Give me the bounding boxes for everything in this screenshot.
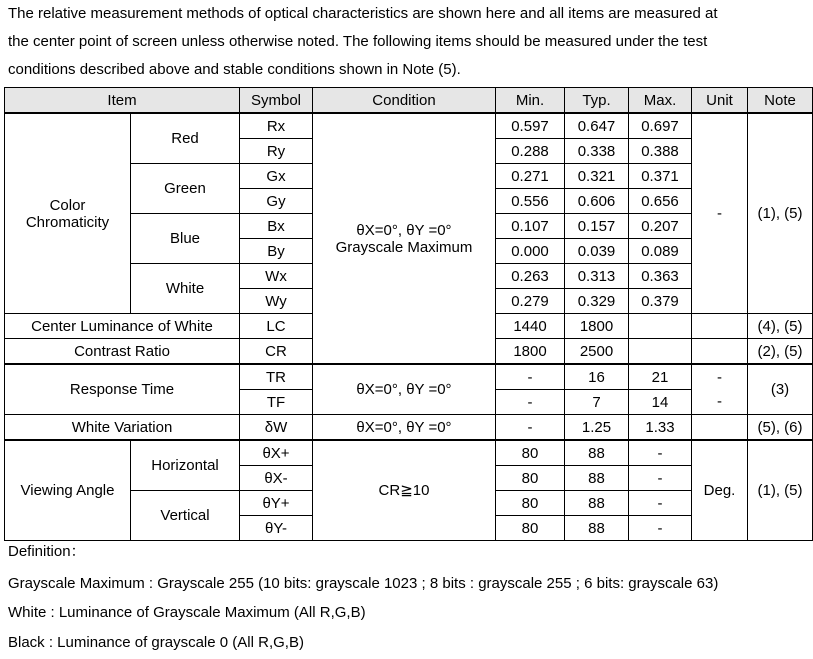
group-green: Green — [131, 164, 240, 214]
typ-cell: 0.321 — [565, 164, 629, 189]
max-cell: 14 — [629, 390, 692, 415]
max-cell — [629, 339, 692, 365]
header-min: Min. — [496, 88, 565, 114]
table-row — [5, 440, 813, 466]
typ-cell: 16 — [565, 364, 629, 390]
condition-line-1: θX=0°, θY =0° — [356, 221, 452, 239]
max-cell: - — [629, 491, 692, 516]
min-cell: 0.107 — [496, 214, 565, 239]
item-luminance: Center Luminance of White — [5, 314, 240, 339]
condition-line-2: Grayscale Maximum — [335, 238, 473, 256]
min-cell: 1440 — [496, 314, 565, 339]
min-cell: 0.279 — [496, 289, 565, 314]
item-response-time: Response Time — [5, 364, 240, 415]
max-cell: 0.363 — [629, 264, 692, 289]
min-cell: 1800 — [496, 339, 565, 365]
symbol-cell: TR — [240, 364, 313, 390]
table-row — [5, 113, 813, 139]
header-max: Max. — [629, 88, 692, 114]
definition-heading: Definition： — [8, 543, 86, 560]
definition-white: White : Luminance of Grayscale Maximum (All R,G,B) — [8, 604, 366, 621]
typ-cell: 1.25 — [565, 415, 629, 441]
group-blue: Blue — [131, 214, 240, 264]
note-chromaticity: (1), (5) — [748, 113, 813, 314]
item-contrast: Contrast Ratio — [5, 339, 240, 365]
note-response: (3) — [748, 364, 813, 415]
max-cell: 1.33 — [629, 415, 692, 441]
group-horizontal: Horizontal — [131, 440, 240, 491]
note-cell: (4), (5) — [748, 314, 813, 339]
table-row — [5, 364, 813, 390]
symbol-cell: δW — [240, 415, 313, 441]
max-cell: 0.379 — [629, 289, 692, 314]
group-vertical: Vertical — [131, 491, 240, 541]
unit-cell: - — [692, 390, 748, 415]
max-cell — [629, 314, 692, 339]
unit-viewing: Deg. — [692, 440, 748, 541]
note-cell: (2), (5) — [748, 339, 813, 365]
typ-cell: 88 — [565, 466, 629, 491]
condition-response: θX=0°, θY =0° — [313, 364, 496, 415]
header-item: Item — [5, 88, 240, 114]
symbol-cell: θX+ — [240, 440, 313, 466]
intro-line-3: conditions described above and stable conditions shown in Note (5). — [8, 61, 461, 78]
typ-cell: 0.313 — [565, 264, 629, 289]
typ-cell: 88 — [565, 516, 629, 541]
max-cell: - — [629, 440, 692, 466]
typ-cell: 0.329 — [565, 289, 629, 314]
header-row — [5, 88, 813, 114]
min-cell: 0.556 — [496, 189, 565, 214]
header-condition: Condition — [313, 88, 496, 114]
typ-cell: 0.039 — [565, 239, 629, 264]
typ-cell: 0.338 — [565, 139, 629, 164]
max-cell: 0.388 — [629, 139, 692, 164]
table-row — [5, 415, 813, 441]
typ-cell: 88 — [565, 491, 629, 516]
header-unit: Unit — [692, 88, 748, 114]
symbol-cell: Gx — [240, 164, 313, 189]
max-cell: 0.207 — [629, 214, 692, 239]
min-cell: 0.000 — [496, 239, 565, 264]
symbol-cell: θY- — [240, 516, 313, 541]
item-color-chromaticity: Color Chromaticity — [5, 113, 131, 314]
symbol-cell: TF — [240, 390, 313, 415]
max-cell: - — [629, 466, 692, 491]
optical-characteristics-table — [4, 87, 813, 541]
min-cell: 80 — [496, 440, 565, 466]
symbol-cell: Bx — [240, 214, 313, 239]
intro-line-1: The relative measurement methods of optical characteristics are shown here and all items are measured at — [8, 5, 718, 22]
typ-cell: 1800 — [565, 314, 629, 339]
group-white: White — [131, 264, 240, 314]
symbol-cell: θY+ — [240, 491, 313, 516]
max-cell: 0.656 — [629, 189, 692, 214]
typ-cell: 0.157 — [565, 214, 629, 239]
symbol-cell: θX- — [240, 466, 313, 491]
header-symbol: Symbol — [240, 88, 313, 114]
unit-cell — [692, 339, 748, 365]
unit-cell — [692, 415, 748, 441]
symbol-cell: LC — [240, 314, 313, 339]
group-red: Red — [131, 113, 240, 164]
definition-black: Black : Luminance of grayscale 0 (All R,G,B) — [8, 634, 304, 651]
typ-cell: 0.606 — [565, 189, 629, 214]
max-cell: 0.089 — [629, 239, 692, 264]
min-cell: - — [496, 390, 565, 415]
symbol-cell: CR — [240, 339, 313, 365]
min-cell: 0.288 — [496, 139, 565, 164]
min-cell: 80 — [496, 516, 565, 541]
condition-viewing: CR≧10 — [313, 440, 496, 541]
max-cell: 0.697 — [629, 113, 692, 139]
header-typ: Typ. — [565, 88, 629, 114]
max-cell: 21 — [629, 364, 692, 390]
min-cell: 0.271 — [496, 164, 565, 189]
symbol-cell: Ry — [240, 139, 313, 164]
min-cell: 0.263 — [496, 264, 565, 289]
typ-cell: 2500 — [565, 339, 629, 365]
condition-cell: θX=0°, θY =0° — [313, 415, 496, 441]
symbol-cell: By — [240, 239, 313, 264]
note-cell: (5), (6) — [748, 415, 813, 441]
item-viewing-angle: Viewing Angle — [5, 440, 131, 541]
min-cell: 80 — [496, 491, 565, 516]
symbol-cell: Gy — [240, 189, 313, 214]
header-note: Note — [748, 88, 813, 114]
min-cell: - — [496, 415, 565, 441]
symbol-cell: Wy — [240, 289, 313, 314]
unit-cell: - — [692, 364, 748, 390]
min-cell: - — [496, 364, 565, 390]
symbol-cell: Rx — [240, 113, 313, 139]
max-cell: 0.371 — [629, 164, 692, 189]
note-viewing: (1), (5) — [748, 440, 813, 541]
unit-cell — [692, 314, 748, 339]
typ-cell: 7 — [565, 390, 629, 415]
intro-line-2: the center point of screen unless otherwise noted. The following items should be measured under the test — [8, 33, 708, 50]
symbol-cell: Wx — [240, 264, 313, 289]
unit-chromaticity: - — [692, 113, 748, 314]
min-cell: 0.597 — [496, 113, 565, 139]
typ-cell: 0.647 — [565, 113, 629, 139]
condition-chromaticity — [313, 113, 496, 364]
definition-grayscale-maximum: Grayscale Maximum : Grayscale 255 (10 bits: grayscale 1023 ; 8 bits : grayscale 255 ; 6 bits: grayscale 63) — [8, 575, 719, 592]
typ-cell: 88 — [565, 440, 629, 466]
min-cell: 80 — [496, 466, 565, 491]
max-cell: - — [629, 516, 692, 541]
item-white-variation: White Variation — [5, 415, 240, 441]
